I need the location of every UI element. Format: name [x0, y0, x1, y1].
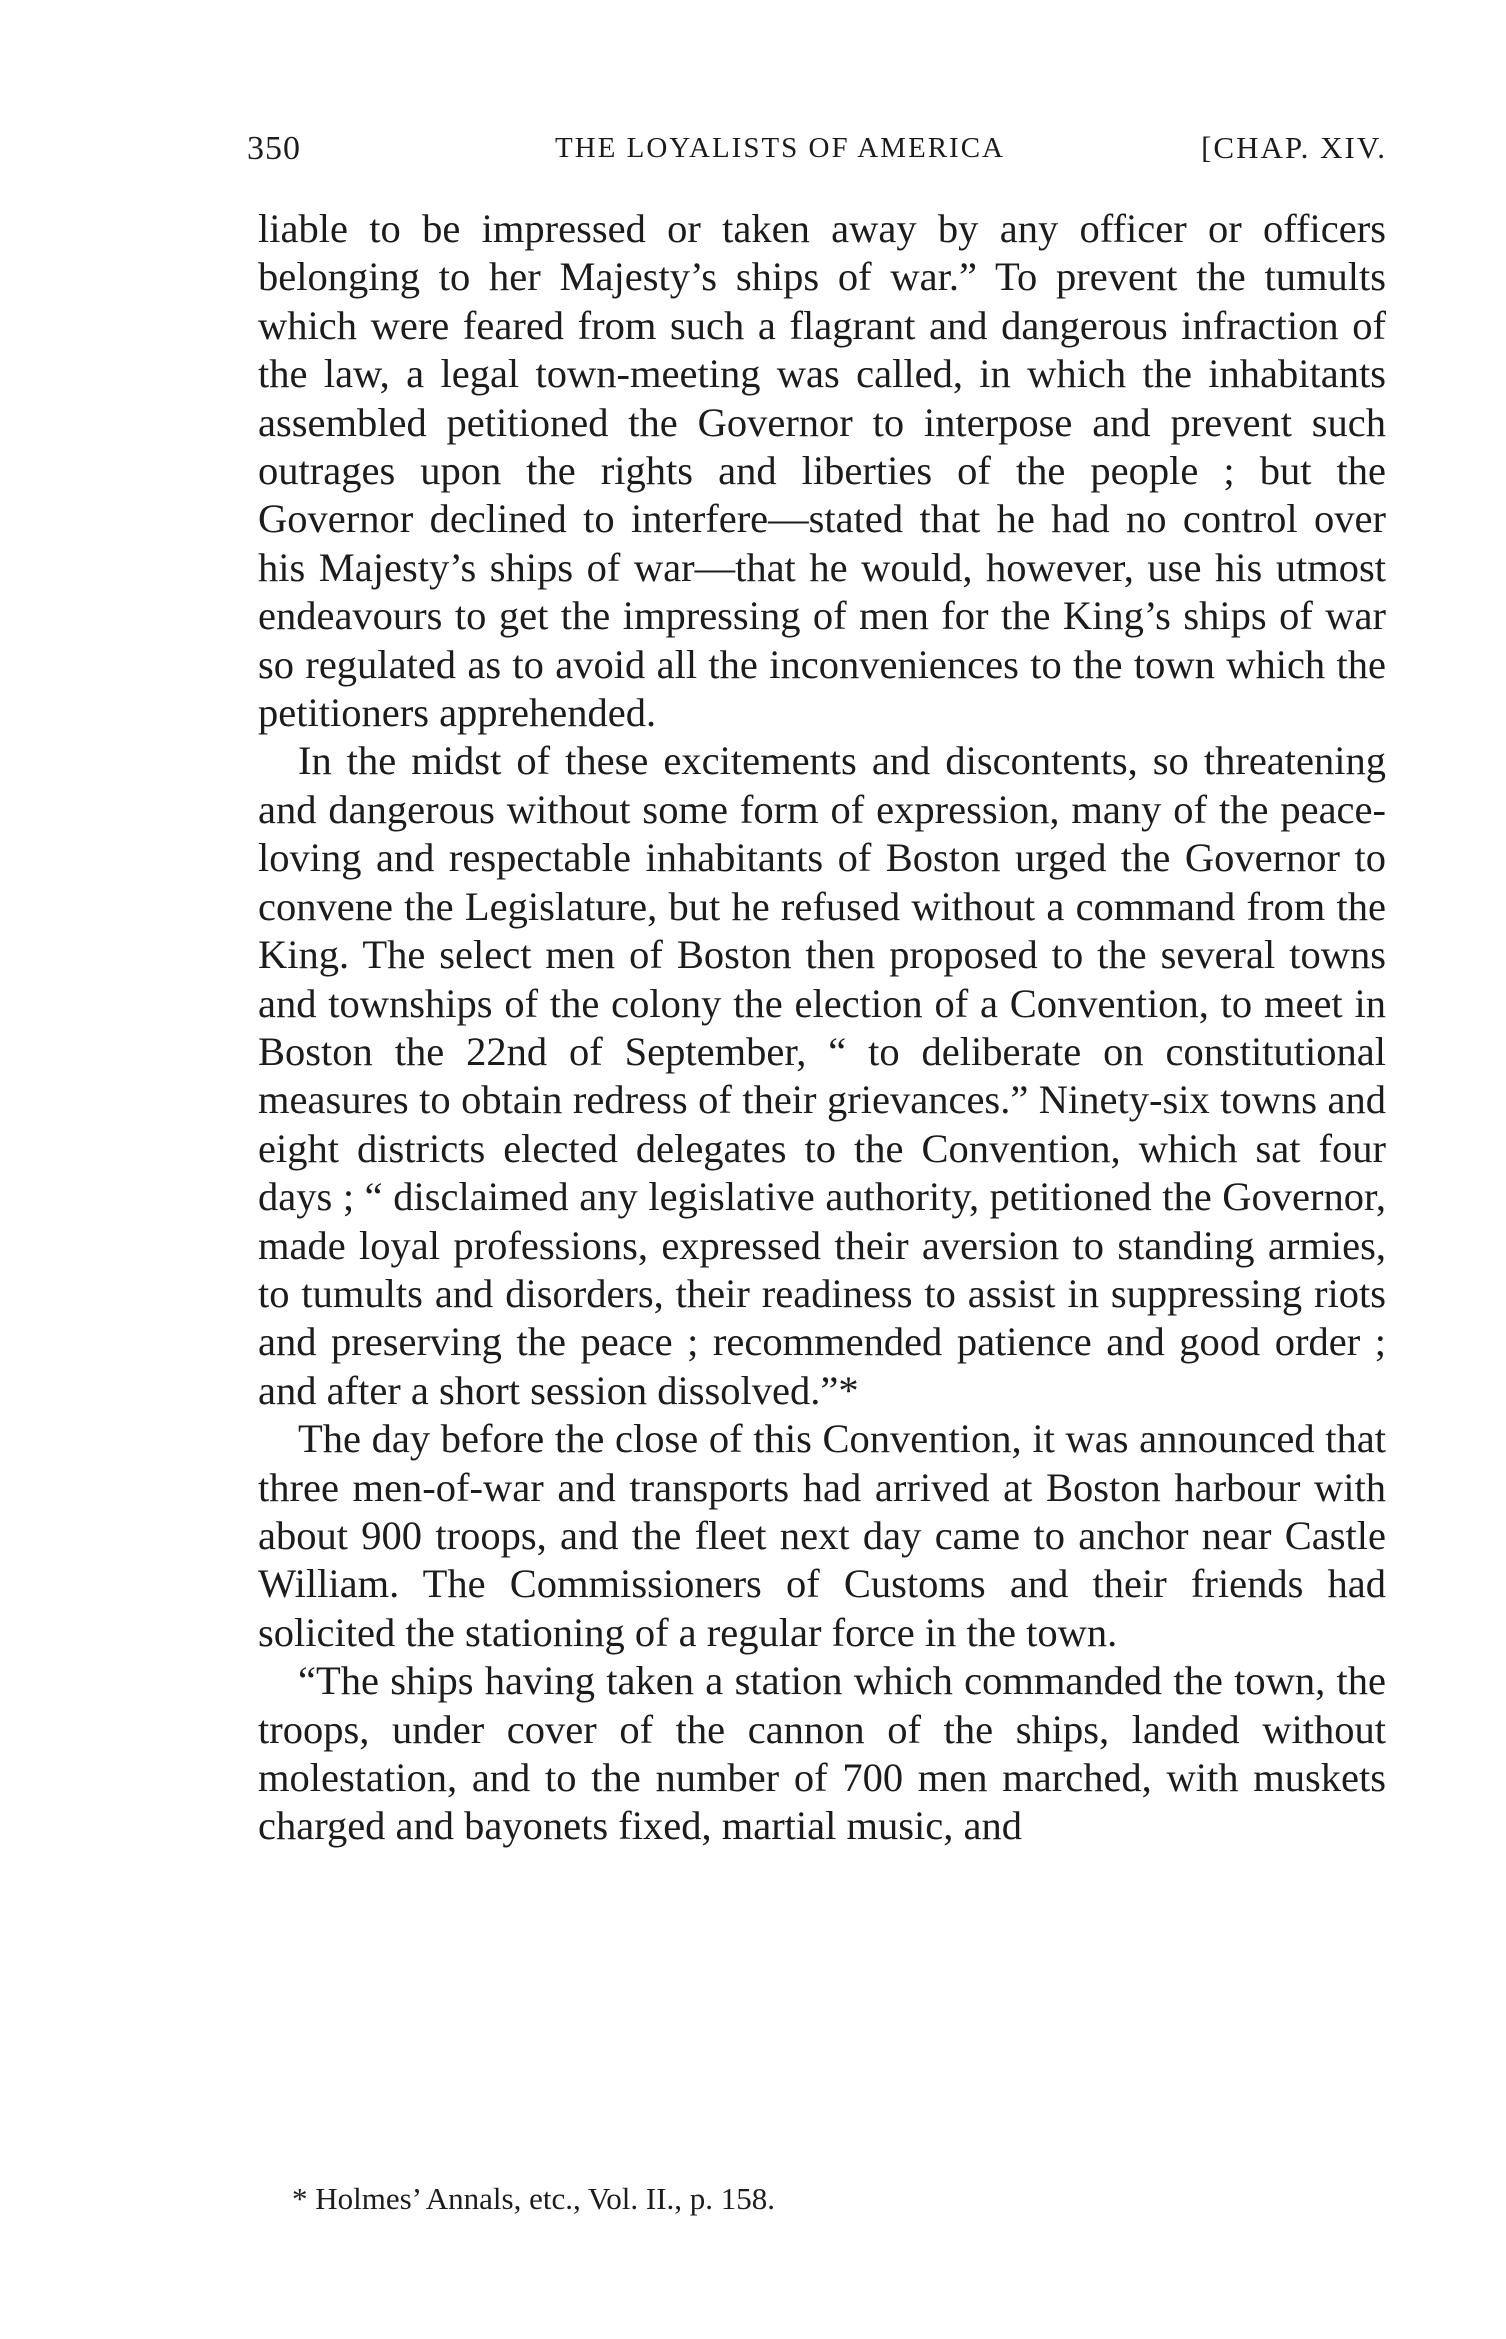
- paragraph-troops-landing: “The ships having taken a station which commanded the town, the troops, under cover of the cannon of the ships, landed without molestation, and to the number of 700 men marched, with muskets charged and bayonets fixed, martial music, and: [258, 1658, 1386, 1849]
- body-text: [258, 205, 1386, 1851]
- paragraph-continued: liable to be impressed or taken away by any officer or officers belonging to her Majesty’s ships of war.” To prevent the tumults which were feared from such a flagrant and dangerous infraction of the law, a legal town-meeting was called, in which the inhabitants assembled petitioned the Governor to interpose and prevent such outrages upon the rights and liberties of the people ; but the Governor declined to interfere—stated that he had no control over his Majesty’s ships of war—that he would, however, use his utmost endeavours to get the impressing of men for the King’s ships of war so regulated as to avoid all the inconveniences to the town which the petitioners apprehended.: [258, 206, 1386, 736]
- footnote: * Holmes’ Annals, etc., Vol. II., p. 158.: [292, 2181, 776, 2216]
- chapter-reference: [CHAP. XIV.: [1201, 130, 1387, 165]
- running-head: [247, 130, 1387, 174]
- page-number: 350: [247, 130, 301, 167]
- paragraph-troops-arrival: The day before the close of this Convention, it was announced that three men-of-war and transports had arrived at Boston harbour with about 900 troops, and the fleet next day came to anchor near Castle William. The Commissioners of Customs and their friends had solicited the stationing of a regular force in the town.: [258, 1416, 1386, 1655]
- paragraph-convention: In the midst of these excitements and discontents, so threatening and dangerous without some form of expression, many of the peace-loving and respectable inhabitants of Boston urged the Governor to convene the Legislature, but he refused without a command from the King. The select men of Boston then proposed to the several towns and townships of the colony the election of a Convention, to meet in Boston the 22nd of September, “ to deliberate on constitutional measures to obtain redress of their grievances.” Ninety-six towns and eight districts elected delegates to the Convention, which sat four days ; “ disclaimed any legislative authority, petitioned the Governor, made loyal professions, expressed their aversion to standing armies, to tumults and disorders, their readiness to assist in suppressing riots and preserving the peace ; recommended patience and good order ; and after a short session dissolved.”*: [258, 738, 1386, 1413]
- running-title: THE LOYALISTS OF AMERICA: [555, 132, 1005, 164]
